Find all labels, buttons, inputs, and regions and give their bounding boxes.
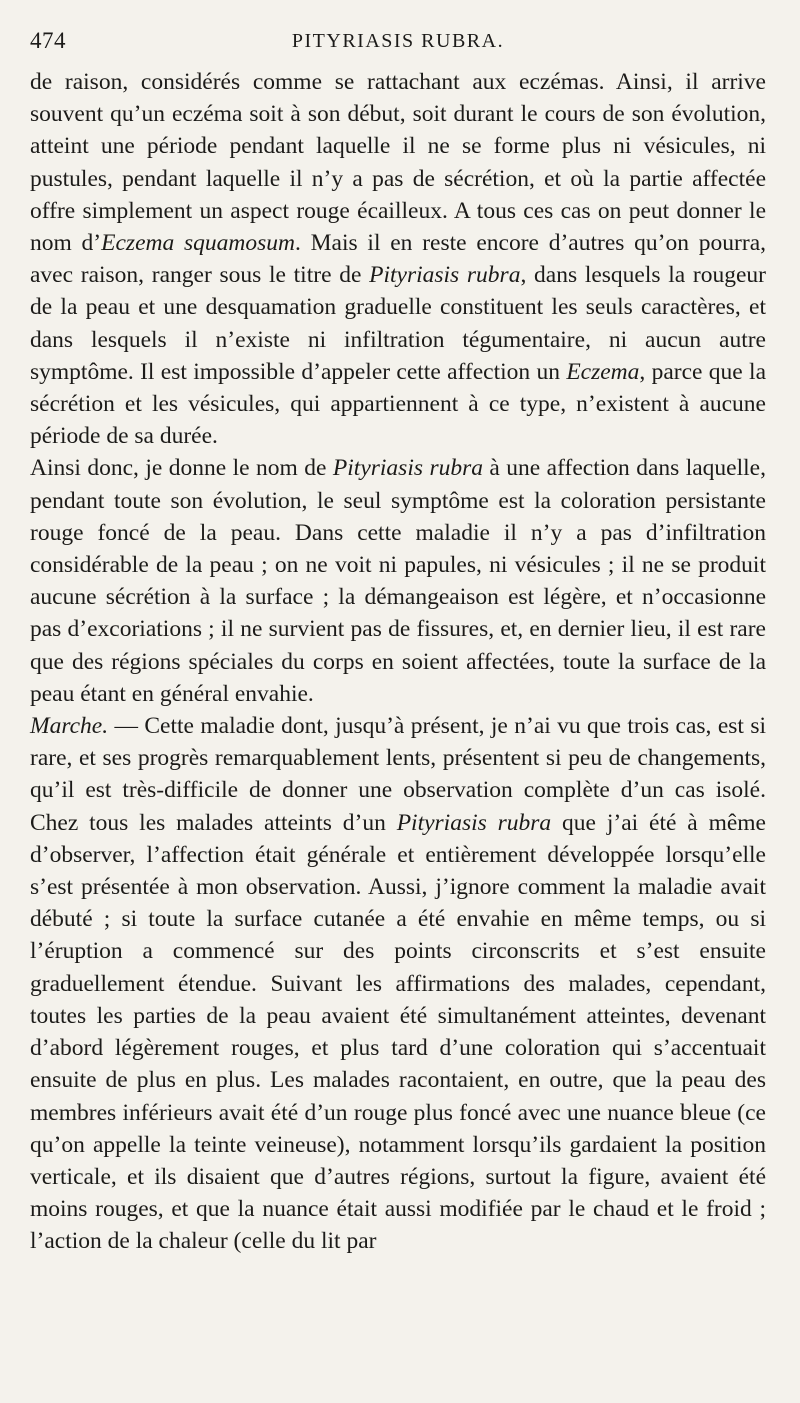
- paragraph-3-text-1: — Cette maladie dont, jusqu’à présent, je n’ai vu que trois cas, est si rare, et ses progrès remarquablement lents, présentent si peu de changements, qu’il est très-difficile de donner une observation complète d’un cas isolé. Chez tous les malades atteints d’un: [30, 713, 766, 836]
- running-title: PITYRIASIS RUBRA.: [291, 30, 505, 52]
- paragraph-1-italic-eczema-squamosum: Eczema squamosum: [101, 230, 295, 257]
- paragraph-2: [30, 452, 766, 710]
- section-heading-marche: Marche.: [30, 713, 109, 740]
- paragraph-1-text-4: , parce que la sécrétion et les vésicules, qui appartiennent à ce type, n’existent à aucune période de sa durée.: [30, 358, 767, 450]
- paragraph-2-italic-pityriasis-rubra: Pityriasis rubra: [332, 455, 483, 482]
- body-text: [30, 66, 766, 1258]
- paragraph-1-italic-eczema: Eczema: [566, 358, 640, 385]
- paragraph-1: [30, 66, 766, 452]
- paragraph-3-text-2: que j’ai été à même d’observer, l’affection était générale et entièrement développée lorsqu’elle s’est présentée à mon observation. Aussi, j’ignore comment la maladie avait débuté ; si toute la surface cutanée a été envahie en même temps, ou si l’éruption a commencé sur des points circonscrits et s’est ensuite graduellement étendue. Suivant les affirmations des malades, cependant, toutes les parties de la peau avaient été simultanément atteintes, devenant d’abord légèrement rouges, et plus tard d’une coloration qui s’accentuait ensuite de plus en plus. Les malades racontaient, en outre, que la peau des membres inférieurs avait été d’un rouge plus foncé avec une nuance bleue (ce qu’on appelle la teinte veineuse), notamment lorsqu’ils gardaient la position verticale, et ils disaient que d’autres régions, surtout la figure, avaient été moins rouges, et que la nuance était aussi modifiée par le chaud et le froid ; l’action de la chaleur (celle du lit par: [30, 809, 766, 1255]
- paragraph-3-italic-pityriasis-rubra: Pityriasis rubra: [396, 809, 552, 836]
- paragraph-3: [30, 710, 766, 1257]
- paragraph-2-text-2: à une affection dans laquelle, pendant toute son évolution, le seul symptôme est la coloration persistante rouge foncé de la peau. Dans cette maladie il n’y a pas d’infiltration considérable de la peau ; on ne voit ni papules, ni vésicules ; il ne se produit aucune sécrétion à la surface ; la démangeaison est légère, et n’occasionne pas d’excoriations ; il ne survient pas de fissures, et, en dernier lieu, il est rare que des régions spéciales du corps en soient affectées, toute la surface de la peau étant en général envahie.: [30, 455, 766, 707]
- paragraph-2-text-1: Ainsi donc, je donne le nom de: [30, 455, 333, 482]
- running-head: [30, 20, 766, 66]
- paragraph-1-text-1: de raison, considérés comme se rattachant aux eczémas. Ainsi, il arrive souvent qu’un eczéma soit à son début, soit durant le cours de son évolution, atteint une période pendant laquelle il ne se forme plus ni vésicules, ni pustules, pendant laquelle il n’y a pas de sécrétion, et où la partie affectée offre simplement un aspect rouge écailleux. A tous ces cas on peut donner le nom d’: [30, 69, 766, 257]
- paragraph-1-text-3: , dans lesquels la rougeur de la peau et une desquamation graduelle constituent les seuls caractères, et dans lesquels il n’existe ni infiltration tégumentaire, ni aucun autre symptôme. Il est impossible d’appeler cette affection un: [30, 262, 766, 385]
- page-number: 474: [30, 28, 66, 53]
- paragraph-1-italic-pityriasis-rubra: Pityriasis rubra: [369, 262, 521, 289]
- paragraph-1-text-2: . Mais il en reste encore d’autres qu’on pourra, avec raison, ranger sous le titre de: [30, 230, 766, 289]
